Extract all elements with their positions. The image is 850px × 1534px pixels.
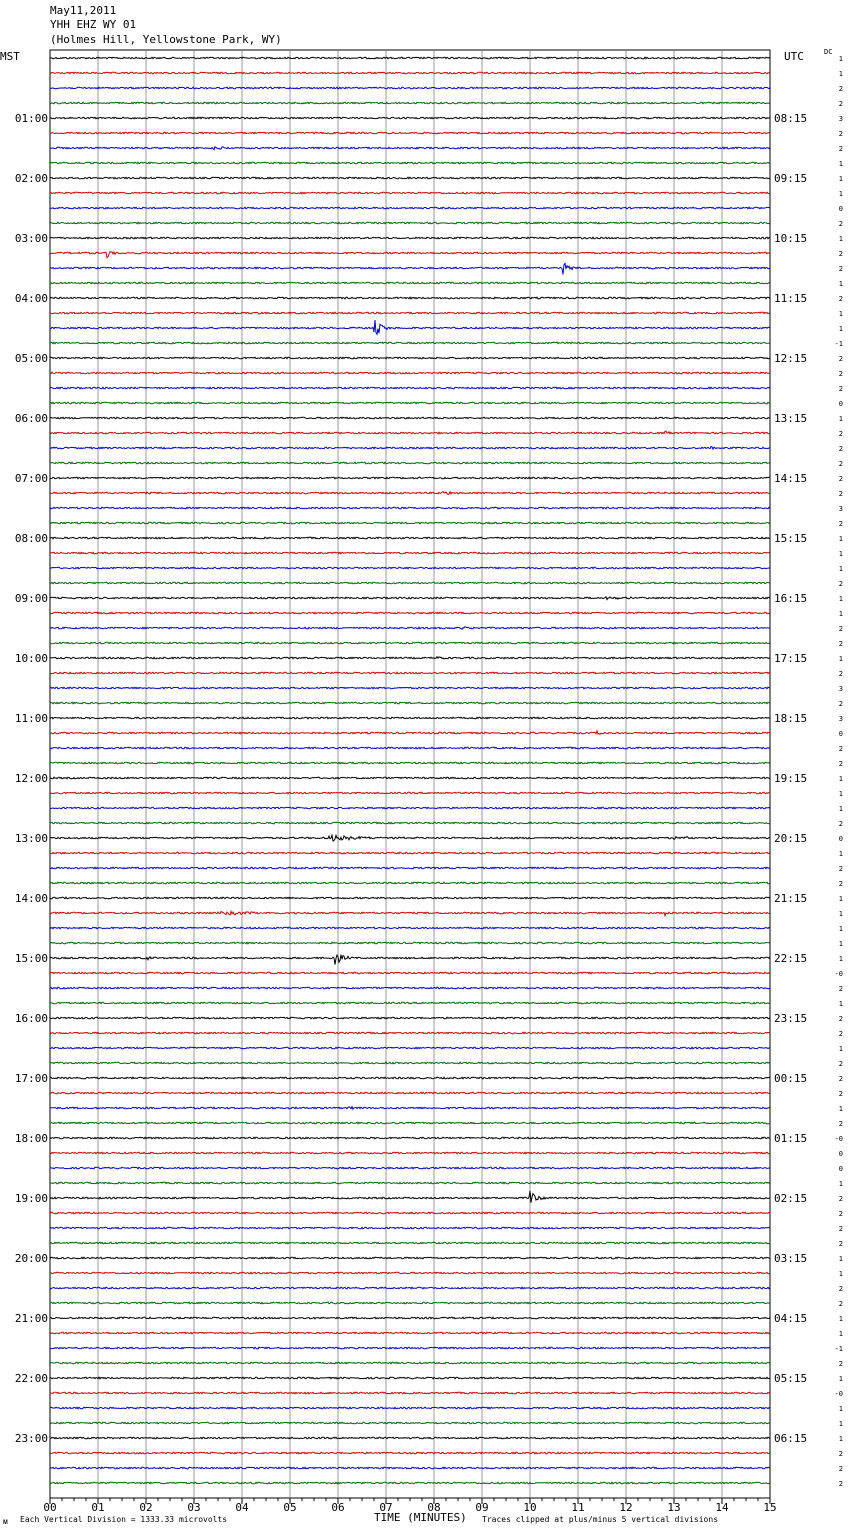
utc-hour-label: 10:15	[774, 232, 808, 245]
trace-row-71	[50, 1122, 770, 1124]
utc-hour-label: 12:15	[774, 352, 808, 365]
trace-row-42	[50, 687, 770, 689]
trace-row-48	[50, 777, 770, 779]
dc-offset-label: 1	[838, 805, 843, 813]
utc-hour-label: 08:15	[774, 112, 808, 125]
trace-row-17	[50, 312, 770, 314]
dc-offset-label: 1	[838, 610, 843, 618]
utc-hour-label: 14:15	[774, 472, 808, 485]
dc-offset-label: 1	[838, 55, 843, 63]
dc-offset-label: -0	[834, 1390, 843, 1398]
trace-row-22	[50, 387, 770, 389]
dc-offset-label: 1	[838, 1420, 843, 1428]
dc-offset-label: 2	[838, 475, 843, 483]
trace-row-67	[50, 1062, 770, 1064]
trace-row-78	[50, 1227, 770, 1229]
x-tick-label: 15	[763, 1501, 777, 1514]
dc-offset-label: 0	[838, 1150, 843, 1158]
dc-offset-label: 3	[838, 715, 843, 723]
dc-offset-label: 1	[838, 565, 843, 573]
trace-row-81	[50, 1272, 770, 1274]
dc-offset-label: 2	[838, 1120, 843, 1128]
trace-row-61	[50, 972, 770, 974]
trace-row-86	[50, 1347, 770, 1349]
utc-hour-label: 22:15	[774, 952, 808, 965]
trace-row-38	[50, 627, 770, 630]
dc-offset-label: 2	[838, 100, 843, 108]
dc-offset-label: 2	[838, 1465, 843, 1473]
dc-offset-label: 2	[838, 1225, 843, 1233]
trace-row-45	[50, 731, 770, 734]
dc-offset-label: 1	[838, 895, 843, 903]
dc-offset-label: 1	[838, 190, 843, 198]
trace-row-85	[50, 1332, 770, 1334]
dc-offset-label: 1	[838, 790, 843, 798]
trace-row-43	[50, 702, 770, 704]
dc-offset-label: 2	[838, 1060, 843, 1068]
utc-hour-label: 17:15	[774, 652, 808, 665]
dc-offset-label: 1	[838, 940, 843, 948]
utc-hour-label: 13:15	[774, 412, 808, 425]
dc-offset-label: 2	[838, 985, 843, 993]
dc-offset-label: 2	[838, 580, 843, 588]
trace-row-1	[50, 72, 770, 74]
x-tick-label: 10	[523, 1501, 537, 1514]
dc-offset-label: 0	[838, 400, 843, 408]
dc-offset-label: 1	[838, 1435, 843, 1443]
trace-row-65	[50, 1032, 770, 1034]
trace-row-77	[50, 1212, 770, 1214]
dc-offset-label: -1	[834, 1345, 843, 1353]
trace-row-11	[50, 222, 770, 224]
trace-row-24	[50, 417, 770, 419]
trace-row-39	[50, 642, 770, 644]
mst-hour-label: 10:00	[14, 652, 48, 665]
footer-clip-note: Traces clipped at plus/minus 5 vertical divisions	[482, 1515, 719, 1524]
trace-row-58	[50, 927, 770, 929]
trace-row-21	[50, 372, 770, 374]
mst-hour-label: 22:00	[14, 1372, 48, 1385]
dc-offset-label: 1	[838, 160, 843, 168]
trace-row-93	[50, 1452, 770, 1454]
trace-row-83	[50, 1302, 770, 1304]
trace-row-68	[50, 1077, 770, 1079]
trace-row-64	[50, 1017, 770, 1019]
dc-offset-label: 2	[838, 385, 843, 393]
dc-offset-label: 1	[838, 1375, 843, 1383]
dc-offset-label: 2	[838, 355, 843, 363]
mst-hour-label: 09:00	[14, 592, 48, 605]
mst-hour-label: 15:00	[14, 952, 48, 965]
dc-offset-label: 1	[838, 325, 843, 333]
dc-offset-label: 2	[838, 250, 843, 258]
mst-hour-label: 04:00	[14, 292, 48, 305]
mst-hour-label: 17:00	[14, 1072, 48, 1085]
dc-offset-label: 0	[838, 835, 843, 843]
trace-row-53	[50, 852, 770, 854]
dc-offset-label: 2	[838, 430, 843, 438]
trace-row-51	[50, 822, 770, 824]
trace-row-69	[50, 1092, 770, 1094]
trace-row-37	[50, 612, 770, 614]
utc-hour-label: 19:15	[774, 772, 808, 785]
trace-row-70	[50, 1107, 770, 1110]
x-tick-label: 11	[571, 1501, 585, 1514]
x-tick-label: 01	[91, 1501, 105, 1514]
trace-row-44	[50, 717, 770, 719]
x-tick-label: 03	[187, 1501, 201, 1514]
trace-row-62	[50, 987, 770, 989]
dc-offset-label: 0	[838, 1165, 843, 1173]
utc-hour-label: 09:15	[774, 172, 808, 185]
trace-row-66	[50, 1047, 770, 1049]
utc-hour-label: 01:15	[774, 1132, 808, 1145]
dc-offset-label: 2	[838, 1360, 843, 1368]
dc-offset-label: 2	[838, 445, 843, 453]
dc-offset-label: 2	[838, 1075, 843, 1083]
trace-row-32	[50, 537, 770, 539]
x-tick-label: 02	[139, 1501, 153, 1514]
trace-row-80	[50, 1257, 770, 1259]
utc-hour-label: 20:15	[774, 832, 808, 845]
utc-hour-label: 05:15	[774, 1372, 808, 1385]
trace-row-28	[50, 477, 770, 479]
dc-offset-label: 1	[838, 925, 843, 933]
trace-row-84	[50, 1317, 770, 1319]
trace-row-91	[50, 1422, 770, 1424]
trace-row-74	[50, 1167, 770, 1169]
footer-corner-mark: ᴍ	[3, 1517, 8, 1526]
mst-hour-label: 13:00	[14, 832, 48, 845]
trace-row-35	[50, 582, 770, 584]
x-tick-label: 13	[667, 1501, 681, 1514]
mst-hour-label: 01:00	[14, 112, 48, 125]
trace-row-73	[50, 1152, 770, 1154]
dc-offset-label: 2	[838, 490, 843, 498]
mst-hour-label: 23:00	[14, 1432, 48, 1445]
mst-axis-label: MST	[0, 50, 20, 63]
dc-offset-label: 1	[838, 595, 843, 603]
utc-hour-label: 18:15	[774, 712, 808, 725]
trace-row-2	[50, 87, 770, 89]
dc-offset-label: 1	[838, 1405, 843, 1413]
mst-hour-label: 20:00	[14, 1252, 48, 1265]
x-tick-label: 08	[427, 1501, 441, 1514]
dc-offset-label: 1	[838, 235, 843, 243]
dc-offset-label: 2	[838, 1480, 843, 1488]
utc-hour-label: 04:15	[774, 1312, 808, 1325]
x-tick-label: 07	[379, 1501, 393, 1514]
dc-offset-label: 3	[838, 505, 843, 513]
utc-hour-label: 06:15	[774, 1432, 808, 1445]
x-tick-label: 12	[619, 1501, 633, 1514]
trace-row-33	[50, 552, 770, 554]
trace-row-15	[50, 282, 770, 284]
trace-row-92	[50, 1437, 770, 1439]
dc-offset-label: 2	[838, 670, 843, 678]
dc-offset-label: 2	[838, 1450, 843, 1458]
header-station: YHH EHZ WY 01	[50, 18, 137, 31]
dc-offset-label: 2	[838, 1210, 843, 1218]
trace-row-34	[50, 567, 770, 569]
x-tick-label: 00	[43, 1501, 57, 1514]
dc-offset-label: 2	[838, 85, 843, 93]
trace-row-23	[50, 402, 770, 404]
trace-row-95	[50, 1482, 770, 1484]
trace-row-82	[50, 1287, 770, 1289]
utc-hour-label: 21:15	[774, 892, 808, 905]
dc-offset-label: 1	[838, 1315, 843, 1323]
mst-hour-label: 14:00	[14, 892, 48, 905]
dc-offset-label: 2	[838, 295, 843, 303]
dc-offset-label: 2	[838, 1090, 843, 1098]
trace-row-59	[50, 942, 770, 944]
trace-row-54	[50, 867, 770, 869]
dc-offset-label: 2	[838, 1195, 843, 1203]
mst-hour-label: 18:00	[14, 1132, 48, 1145]
dc-offset-label: 1	[838, 1330, 843, 1338]
dc-offset-label: -1	[834, 340, 843, 348]
mst-hour-label: 02:00	[14, 172, 48, 185]
header-location: (Holmes Hill, Yellowstone Park, WY)	[50, 33, 282, 46]
trace-row-76	[50, 1191, 770, 1203]
trace-row-89	[50, 1392, 770, 1394]
x-tick-label: 05	[283, 1501, 297, 1514]
dc-offset-label: 2	[838, 1015, 843, 1023]
dc-offset-label: 2	[838, 520, 843, 528]
x-tick-label: 14	[715, 1501, 729, 1514]
trace-row-94	[50, 1467, 770, 1469]
mst-hour-label: 08:00	[14, 532, 48, 545]
trace-row-14	[50, 263, 770, 274]
mst-hour-label: 12:00	[14, 772, 48, 785]
dc-offset-label: 2	[838, 1240, 843, 1248]
dc-offset-label: 2	[838, 265, 843, 273]
trace-row-57	[50, 911, 770, 915]
mst-hour-label: 19:00	[14, 1192, 48, 1205]
trace-row-4	[50, 117, 770, 119]
dc-offset-label: 1	[838, 550, 843, 558]
dc-offset-label: 1	[838, 955, 843, 963]
trace-row-8	[50, 177, 770, 179]
trace-row-18	[50, 320, 770, 334]
trace-row-27	[50, 462, 770, 464]
trace-row-40	[50, 657, 770, 659]
trace-row-3	[50, 102, 770, 104]
dc-offset-label: 1	[838, 535, 843, 543]
dc-offset-label: 2	[838, 145, 843, 153]
dc-offset-label: 1	[838, 175, 843, 183]
trace-row-90	[50, 1407, 770, 1409]
trace-row-47	[50, 762, 770, 764]
dc-offset-label: 1	[838, 775, 843, 783]
dc-offset-label: 2	[838, 820, 843, 828]
dc-offset-label: 2	[838, 760, 843, 768]
utc-hour-label: 23:15	[774, 1012, 808, 1025]
seismic-event-2	[107, 253, 108, 254]
trace-row-63	[50, 1002, 770, 1004]
trace-row-13	[50, 252, 770, 258]
dc-label: DC	[824, 48, 833, 56]
dc-offset-label: 1	[838, 655, 843, 663]
dc-offset-label: 2	[838, 625, 843, 633]
trace-row-50	[50, 807, 770, 809]
trace-row-55	[50, 882, 770, 884]
trace-row-88	[50, 1377, 770, 1379]
trace-row-30	[50, 507, 770, 509]
trace-row-12	[50, 237, 770, 239]
dc-offset-label: 2	[838, 1285, 843, 1293]
trace-row-46	[50, 747, 770, 749]
trace-row-16	[50, 297, 770, 299]
dc-offset-label: 1	[838, 1255, 843, 1263]
trace-row-79	[50, 1242, 770, 1244]
mst-hour-label: 16:00	[14, 1012, 48, 1025]
utc-hour-label: 11:15	[774, 292, 808, 305]
dc-offset-label: 1	[838, 310, 843, 318]
dc-offset-label: 1	[838, 415, 843, 423]
mst-hour-label: 07:00	[14, 472, 48, 485]
trace-row-41	[50, 672, 770, 674]
trace-row-49	[50, 792, 770, 794]
dc-offset-label: 2	[838, 865, 843, 873]
dc-offset-label: 2	[838, 1030, 843, 1038]
trace-row-72	[50, 1137, 770, 1139]
dc-offset-label: 2	[838, 370, 843, 378]
plot-frame	[50, 50, 770, 1498]
dc-offset-label: 2	[838, 1300, 843, 1308]
dc-offset-label: -0	[834, 1135, 843, 1143]
trace-row-26	[50, 447, 770, 450]
mst-hour-label: 21:00	[14, 1312, 48, 1325]
dc-offset-label: 2	[838, 700, 843, 708]
trace-row-60	[50, 955, 770, 965]
mst-hour-label: 03:00	[14, 232, 48, 245]
utc-hour-label: 15:15	[774, 532, 808, 545]
footer-scale-note: Each Vertical Division = 1333.33 microvolts	[20, 1515, 228, 1524]
dc-offset-label: 2	[838, 640, 843, 648]
trace-row-5	[50, 132, 770, 134]
trace-row-10	[50, 207, 770, 209]
x-tick-label: 09	[475, 1501, 489, 1514]
x-tick-label: 06	[331, 1501, 345, 1514]
header-date: May11,2011	[50, 4, 117, 17]
dc-offset-label: 3	[838, 685, 843, 693]
trace-row-6	[50, 147, 770, 150]
trace-row-87	[50, 1362, 770, 1364]
dc-offset-label: 1	[838, 280, 843, 288]
utc-axis-label: UTC	[784, 50, 804, 63]
dc-offset-label: 1	[838, 70, 843, 78]
mst-hour-label: 11:00	[14, 712, 48, 725]
trace-row-29	[50, 492, 770, 495]
dc-offset-label: 0	[838, 205, 843, 213]
x-tick-label: 04	[235, 1501, 249, 1514]
dc-offset-label: 0	[838, 730, 843, 738]
trace-row-25	[50, 431, 770, 434]
trace-row-52	[50, 835, 770, 841]
trace-row-56	[50, 897, 770, 899]
dc-offset-label: 1	[838, 1180, 843, 1188]
mst-hour-label: 06:00	[14, 412, 48, 425]
dc-offset-label: -0	[834, 970, 843, 978]
utc-hour-label: 16:15	[774, 592, 808, 605]
mst-hour-label: 05:00	[14, 352, 48, 365]
dc-offset-label: 2	[838, 880, 843, 888]
trace-row-0	[50, 57, 770, 59]
trace-row-9	[50, 192, 770, 194]
dc-offset-label: 2	[838, 130, 843, 138]
dc-offset-label: 1	[838, 910, 843, 918]
trace-row-20	[50, 357, 770, 359]
utc-hour-label: 02:15	[774, 1192, 808, 1205]
dc-offset-label: 3	[838, 115, 843, 123]
trace-row-36	[50, 597, 770, 600]
utc-hour-label: 03:15	[774, 1252, 808, 1265]
trace-row-31	[50, 522, 770, 524]
dc-offset-label: 1	[838, 1270, 843, 1278]
dc-offset-label: 2	[838, 220, 843, 228]
dc-offset-label: 2	[838, 745, 843, 753]
footer-time-label: TIME (MINUTES)	[374, 1511, 467, 1524]
trace-row-7	[50, 162, 770, 164]
dc-offset-label: 1	[838, 1105, 843, 1113]
dc-offset-label: 1	[838, 1045, 843, 1053]
trace-row-75	[50, 1182, 770, 1184]
utc-hour-label: 00:15	[774, 1072, 808, 1085]
dc-offset-label: 2	[838, 460, 843, 468]
dc-offset-label: 1	[838, 1000, 843, 1008]
dc-offset-label: 1	[838, 850, 843, 858]
trace-row-19	[50, 342, 770, 344]
